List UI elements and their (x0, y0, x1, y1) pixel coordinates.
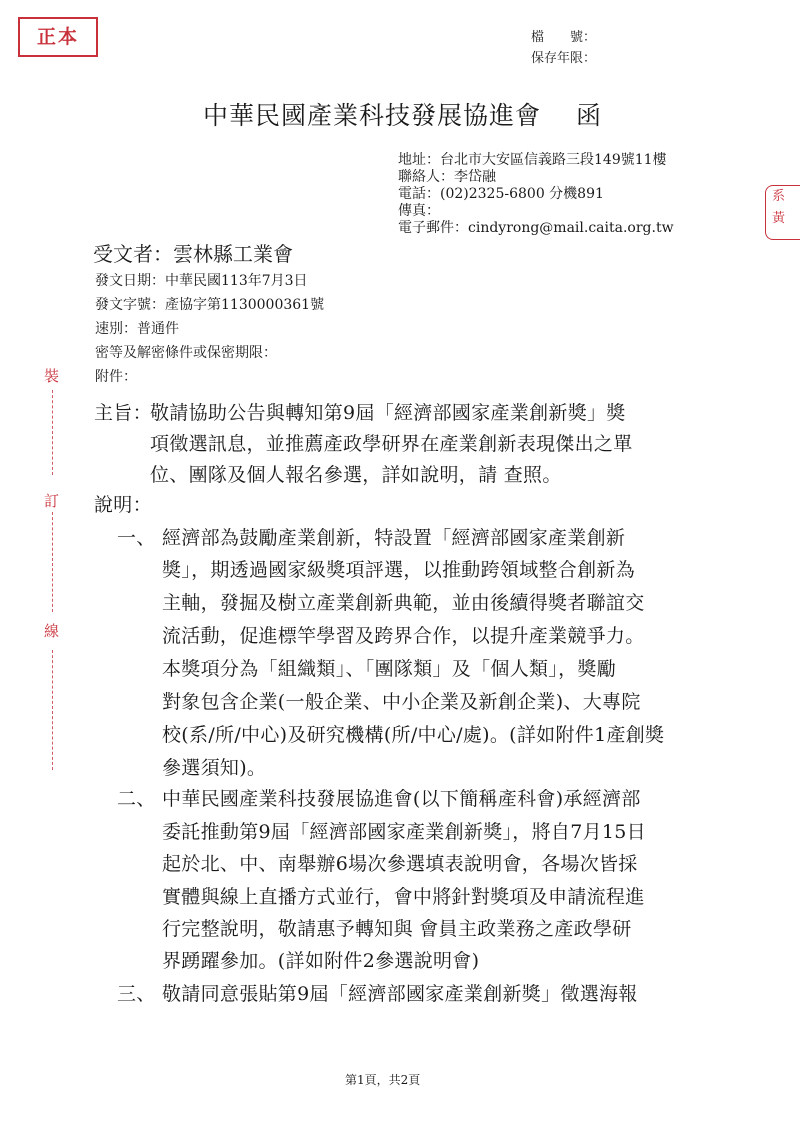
issue-date: 發文日期：中華民國113年7月3日 (95, 273, 308, 289)
secrecy-level: 密等及解密條件或保密期限： (95, 345, 277, 361)
item-line: 對象包含企業(一般企業、中小企業及新創企業)、大專院 (162, 691, 641, 713)
binding-line (52, 650, 53, 770)
item-line: 敬請同意張貼第9屆「經濟部國家產業創新獎」徵選海報 (162, 983, 638, 1005)
phone: 電話：(02)2325-6800 分機891 (398, 186, 604, 202)
binding-mark-zhuang: 裝 (44, 367, 60, 385)
subject-line: 項徵選訊息，並推薦產政學研界在產業創新表現傑出之單 (150, 433, 633, 455)
item-line: 經濟部為鼓勵產業創新，特設置「經濟部國家產業創新 (162, 527, 626, 549)
item-line: 起於北、中、南舉辦6場次參選填表說明會，各場次皆採 (162, 853, 638, 875)
item-line: 獎」，期透過國家級獎項評選，以推動跨領域整合創新為 (162, 559, 636, 581)
item-line: 參選須知)。 (162, 757, 267, 779)
binding-line (52, 390, 53, 475)
retention-period-label: 保存年限： (531, 51, 597, 66)
edge-seal-char: 黃 (772, 211, 786, 226)
subject-label: 主旨： (94, 402, 152, 424)
recipient: 受文者：雲林縣工業會 (93, 242, 293, 266)
item-number: 三、 (117, 983, 156, 1005)
subject-line: 敬請協助公告與轉知第9屆「經濟部國家產業創新獎」獎 (150, 402, 626, 424)
edge-seal-char: 系 (772, 189, 786, 204)
item-line: 本獎項分為「組織類」、「團隊類」及「個人類」，獎勵 (162, 658, 617, 680)
file-number-label: 檔 號： (531, 30, 597, 45)
item-line: 委託推動第9屆「經濟部國家產業創新獎」，將自7月15日 (162, 821, 646, 843)
edge-seal-mark (765, 185, 800, 240)
binding-mark-xian: 線 (44, 622, 60, 640)
explanation-label: 說明： (94, 494, 152, 516)
page-number: 第1頁，共2頁 (345, 1073, 421, 1087)
item-line: 主軸，發掘及樹立產業創新典範，並由後續得獎者聯誼交 (162, 592, 645, 614)
item-number: 一、 (117, 527, 156, 549)
item-line: 行完整說明，敬請惠予轉知與 會員主政業務之產政學研 (162, 918, 632, 940)
email: 電子郵件：cindyrong@mail.caita.org.tw (398, 220, 674, 236)
item-line: 流活動，促進標竿學習及跨界合作，以提升產業競爭力。 (162, 625, 645, 647)
address: 地址：台北市大安區信義路三段149號11樓 (398, 152, 667, 168)
binding-mark-ding: 訂 (44, 492, 60, 510)
item-line: 界踴躍參加。(詳如附件2參選說明會) (162, 950, 480, 972)
subject-line: 位、團隊及個人報名參選，詳如說明，請 查照。 (150, 464, 562, 486)
binding-line (52, 512, 53, 612)
contact-person: 聯絡人：李岱融 (398, 169, 496, 185)
attachment-label: 附件： (95, 369, 137, 385)
item-line: 實體與線上直播方式並行，會中將針對獎項及申請流程進 (162, 886, 645, 908)
delivery-speed: 速別：普通件 (95, 321, 179, 337)
original-copy-stamp: 正本 (18, 17, 98, 57)
item-line: 校(系/所/中心)及研究機構(所/中心/處)。(詳如附件1產創獎 (162, 724, 665, 746)
fax: 傳真： (398, 203, 440, 219)
document-number: 發文字號：產協字第1130000361號 (95, 297, 325, 313)
document-title: 中華民國產業科技發展協進會 函 (203, 101, 602, 130)
item-line: 中華民國產業科技發展協進會(以下簡稱產科會)承經濟部 (162, 788, 641, 810)
item-number: 二、 (117, 788, 156, 810)
